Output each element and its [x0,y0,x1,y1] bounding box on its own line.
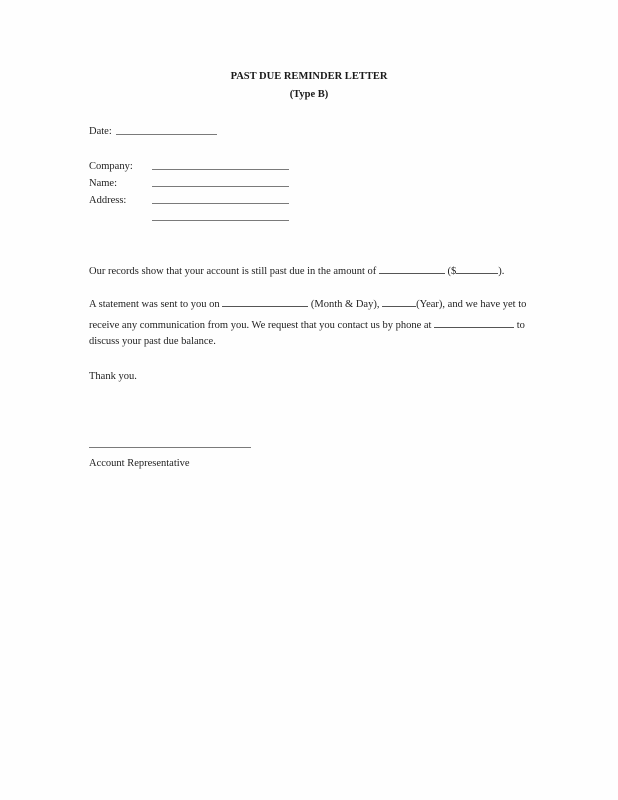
amount-close: ). [498,266,505,277]
signature-label: Account Representative [89,458,190,469]
month-day-field[interactable] [222,297,308,307]
paragraph-statement-line-1 [89,297,526,311]
paragraph-statement-line-2 [89,318,525,332]
closing-text: Thank you. [89,371,137,382]
request-text: receive any communication from you. We request that you contact us by phone at [89,320,432,331]
address-label: Address: [89,195,127,206]
paragraph-amount [89,264,504,278]
amount-text: Our records show that your account is still past due in the amount of [89,266,377,277]
name-field[interactable] [152,186,289,187]
address-field-line-1[interactable] [152,203,289,204]
letter-title: PAST DUE REMINDER LETTER [230,71,388,82]
to-text: to [516,320,525,331]
amount-words-field[interactable] [379,264,445,274]
phone-field[interactable] [434,318,514,328]
paragraph-statement-line-3: discuss your past due balance. [89,336,216,347]
signature-line[interactable] [89,447,251,448]
letter-subtitle: (Type B) [289,89,329,100]
month-day-label: (Month & Day), [310,299,380,310]
statement-text: A statement was sent to you on [89,299,220,310]
date-label: Date: [89,126,112,137]
date-field[interactable] [116,134,217,135]
company-label: Company: [89,161,133,172]
year-field[interactable] [382,297,416,307]
name-label: Name: [89,178,117,189]
year-label: (Year), and we have yet to [416,299,527,310]
amount-dollar-open: ($ [447,266,457,277]
company-field[interactable] [152,169,289,170]
amount-figure-field[interactable] [456,264,498,274]
address-field-line-2[interactable] [152,220,289,221]
